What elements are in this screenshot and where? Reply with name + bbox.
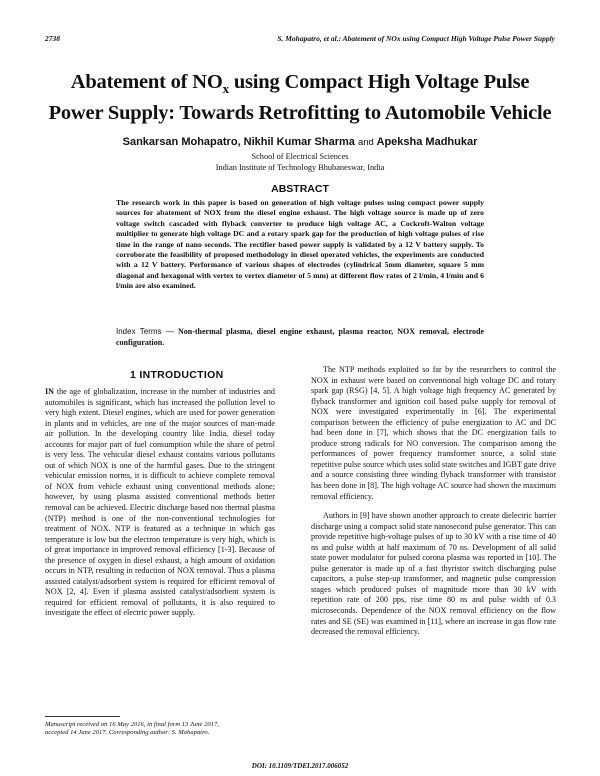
affiliation-institute: Indian Institute of Technology Bhubaneswar, India xyxy=(215,163,385,172)
title-subscript: x xyxy=(222,81,229,97)
section-heading-introduction: 1 INTRODUCTION xyxy=(130,369,224,381)
footnote-line-1: Manuscript received on 16 May 2016, in final form 13 June 2017, xyxy=(45,721,219,728)
footnote-line-2: accepted 14 June 2017. Corresponding author: S. Mohapatro. xyxy=(45,729,210,737)
author-last: Apeksha Madhukar xyxy=(376,136,478,148)
title-line-2: Power Supply: Towards Retrofitting to Automobile Vehicle xyxy=(48,102,552,125)
paper-title xyxy=(40,70,560,126)
intro-column-2 xyxy=(311,365,556,638)
running-title: S. Mohapatro, et al.: Abatement of NOx using Compact High Voltage Pulse Power Supply xyxy=(277,34,555,43)
author-names: Sankarsan Mohapatro, Nikhil Kumar Sharma xyxy=(122,136,355,148)
index-terms-list: Non-thermal plasma, diesel engine exhaust, plasma reactor, NOX removal, electrode configuration. xyxy=(116,327,484,347)
index-terms xyxy=(116,327,484,348)
page-number: 2738 xyxy=(45,34,60,43)
index-terms-label: Index Terms — xyxy=(116,327,174,336)
title-part-1-rest: using Compact High Voltage Pulse xyxy=(228,71,530,93)
intro-paragraph-1 xyxy=(45,387,275,619)
intro-lead-word: IN xyxy=(45,387,55,396)
footnote xyxy=(45,721,280,738)
abstract-text: The research work in this paper is based on generation of high voltage pulses using compact power supply sources for abatement of NOX from the diesel engine exhaust. The high voltage source is made up of zero voltage switch cascaded with flyback converter to produce high voltage AC, a Cockroft-Walton voltage multiplier to generate high voltage DC and a rotary spark gap for the production of high voltage pulses of rise time in the range of nano seconds. The rectifier based power supply is validated by a 12 V battery supply. To corroborate the feasibility of proposed methodology in diesel operated vehicles, the experiments are conducted with a 12 V battery. Performance of various shapes of electrodes (cylindrical 5mm diameter, square 5 mm diagonal and hexagonal with vertex to vertex diameter of 5 mm) at different flow rates of 2 l/min, 4 l/min and 6 l/min are also examined. xyxy=(116,198,484,291)
intro-paragraph-3: Authors in [9] have shown another approach to create dielectric barrier discharge using a compact solid state nanosecond pulse generator. This can provide repetitive high-voltage pulses of up to 30 kV with a rise time of 40 ns and pulse width at half maximum of 70 ns. Development of all solid state power modulator for pulsed corona plasma was reported in [10]. The pulse generator is made up of a fast thyristor switch discharging pulse capacitors, a pulse step-up transformer, and magnetic pulse compression stages which produced pulses of magnitude more than 30 kV with repetition rate of 200 pps, rise time 80 ns and pulse width of 0.3 microseconds. Dependence of the NOX removal efficiency on the flow rates and SE (SE) was examined in [11], where an increase in gas flow rate decreased the removal efficiency. xyxy=(311,511,556,637)
title-part-1: Abatement of NO xyxy=(70,71,223,93)
intro-paragraph-2: The NTP methods exploited so far by the researchers to control the NOX in exhaust were based on conventional high voltage DC and rotary spark gap (RSG) [4, 5]. A high voltage high frequency AC generated by flyback transformer and ignition coil based pulse supply for removal of NOX were investigated experimentally in [6]. The experimental comparison between the efficiency of pulse energization to AC and DC had been done in [7], which shows that the DC energization fails to produce strong radicals for NO conversion. The comparison among the performances of power frequency transformer source, a solid state repetitive pulse source which uses solid state switches and IGBT gate drive and a source consisting three winding flyback transformer with transistor has been done in [8]. The high voltage AC source had shown the maximum removal efficiency. xyxy=(311,365,556,501)
abstract-heading: ABSTRACT xyxy=(271,183,329,195)
footnote-divider xyxy=(45,716,120,717)
author-and: and xyxy=(357,137,374,148)
intro-p1-text: the age of globalization, increase in the number of industries and automobiles is significant, which has increased the pollution level to very high extent. Diesel engines, which are used for power generation in plants and in vehicles, are one of the major sources of man-made air pollution. In the developing country like India, diesel today accounts for major part of fuel consumption while the share of petrol is very less. The vehicular diesel exhaust contains various pollutants out of which NOX is one of the harmful gases. Due to the stringent vehicular emission norms, it is difficult to achieve complete removal of NOX from vehicle exhaust using conventional methods alone; however, by using plasma assisted conventional methods better removal can be achieved. Electric discharge based non thermal plasma (NTP) method is one of the non-conventional technologies for treatment of NOX. NTP is featured as a technique in which gas temperature is low but the electron temperature is very high, which is of great importance in improved removal efficiency [1-3]. Because of the presence of oxygen in diesel exhaust, a high amount of oxidation occurs in NTP, resulting in reduction of NOX removal. Thus a plasma assisted catalyst/adsorbent system is required for efficient removal of NOX [2, 4]. Even if plasma assisted catalyst/adsorbent system is required for efficient removal of pollutants, it is also required to investigate the effect of electric power supply. xyxy=(45,387,275,618)
doi: DOI: 10.1109/TDEI.2017.006052 xyxy=(251,762,349,770)
author-line xyxy=(40,136,560,148)
affiliation-school: School of Electrical Sciences xyxy=(251,152,349,161)
